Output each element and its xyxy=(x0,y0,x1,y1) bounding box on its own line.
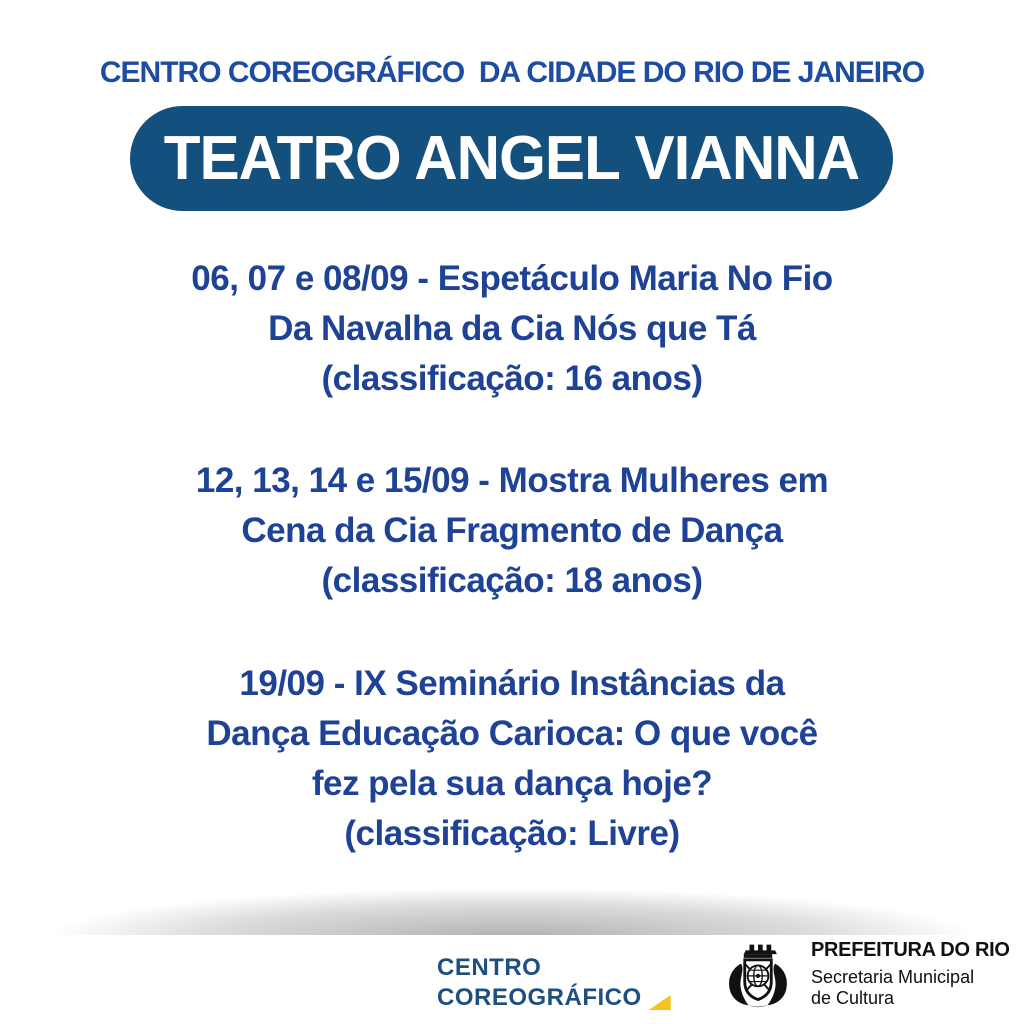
event-item-3 xyxy=(0,659,1024,859)
yellow-triangle-icon xyxy=(649,995,671,1010)
event-item-2 xyxy=(0,456,1024,606)
title-pill xyxy=(130,106,893,211)
prefeitura-do-rio-block xyxy=(720,938,1010,1010)
page-title: TEATRO ANGEL VIANNA xyxy=(163,124,860,193)
event-line: Da Navalha da Cia Nós que Tá xyxy=(268,309,756,348)
card-drop-shadow xyxy=(0,876,1024,935)
centro-coreografico-logo xyxy=(437,953,671,1013)
event-line: Dança Educação Carioca: O que você xyxy=(206,714,818,753)
event-line: 12, 13, 14 e 15/09 - Mostra Mulheres em xyxy=(195,461,829,500)
logo-text-line2: COREOGRÁFICO xyxy=(437,984,642,1011)
event-item-1 xyxy=(0,254,1024,404)
prefeitura-title: PREFEITURA DO RIO xyxy=(811,939,1010,961)
kicker-title: CENTRO COREOGRÁFICO DA CIDADE DO RIO DE JANEIRO xyxy=(99,56,925,89)
event-line: fez pela sua dança hoje? xyxy=(311,764,713,803)
rio-coat-of-arms-icon xyxy=(720,938,796,1010)
footer xyxy=(0,935,1024,1024)
logo-text-line1: CENTRO xyxy=(437,954,542,981)
event-line: (classificação: Livre) xyxy=(344,814,680,853)
event-line: 19/09 - IX Seminário Instâncias da xyxy=(239,664,785,703)
prefeitura-subtitle-line2: de Cultura xyxy=(811,988,895,1008)
prefeitura-subtitle-line1: Secretaria Municipal xyxy=(811,967,975,987)
event-line: (classificação: 16 anos) xyxy=(321,359,703,398)
event-line: (classificação: 18 anos) xyxy=(321,561,703,600)
event-line: 06, 07 e 08/09 - Espetáculo Maria No Fio xyxy=(191,259,833,298)
event-line: Cena da Cia Fragmento de Dança xyxy=(241,511,783,550)
